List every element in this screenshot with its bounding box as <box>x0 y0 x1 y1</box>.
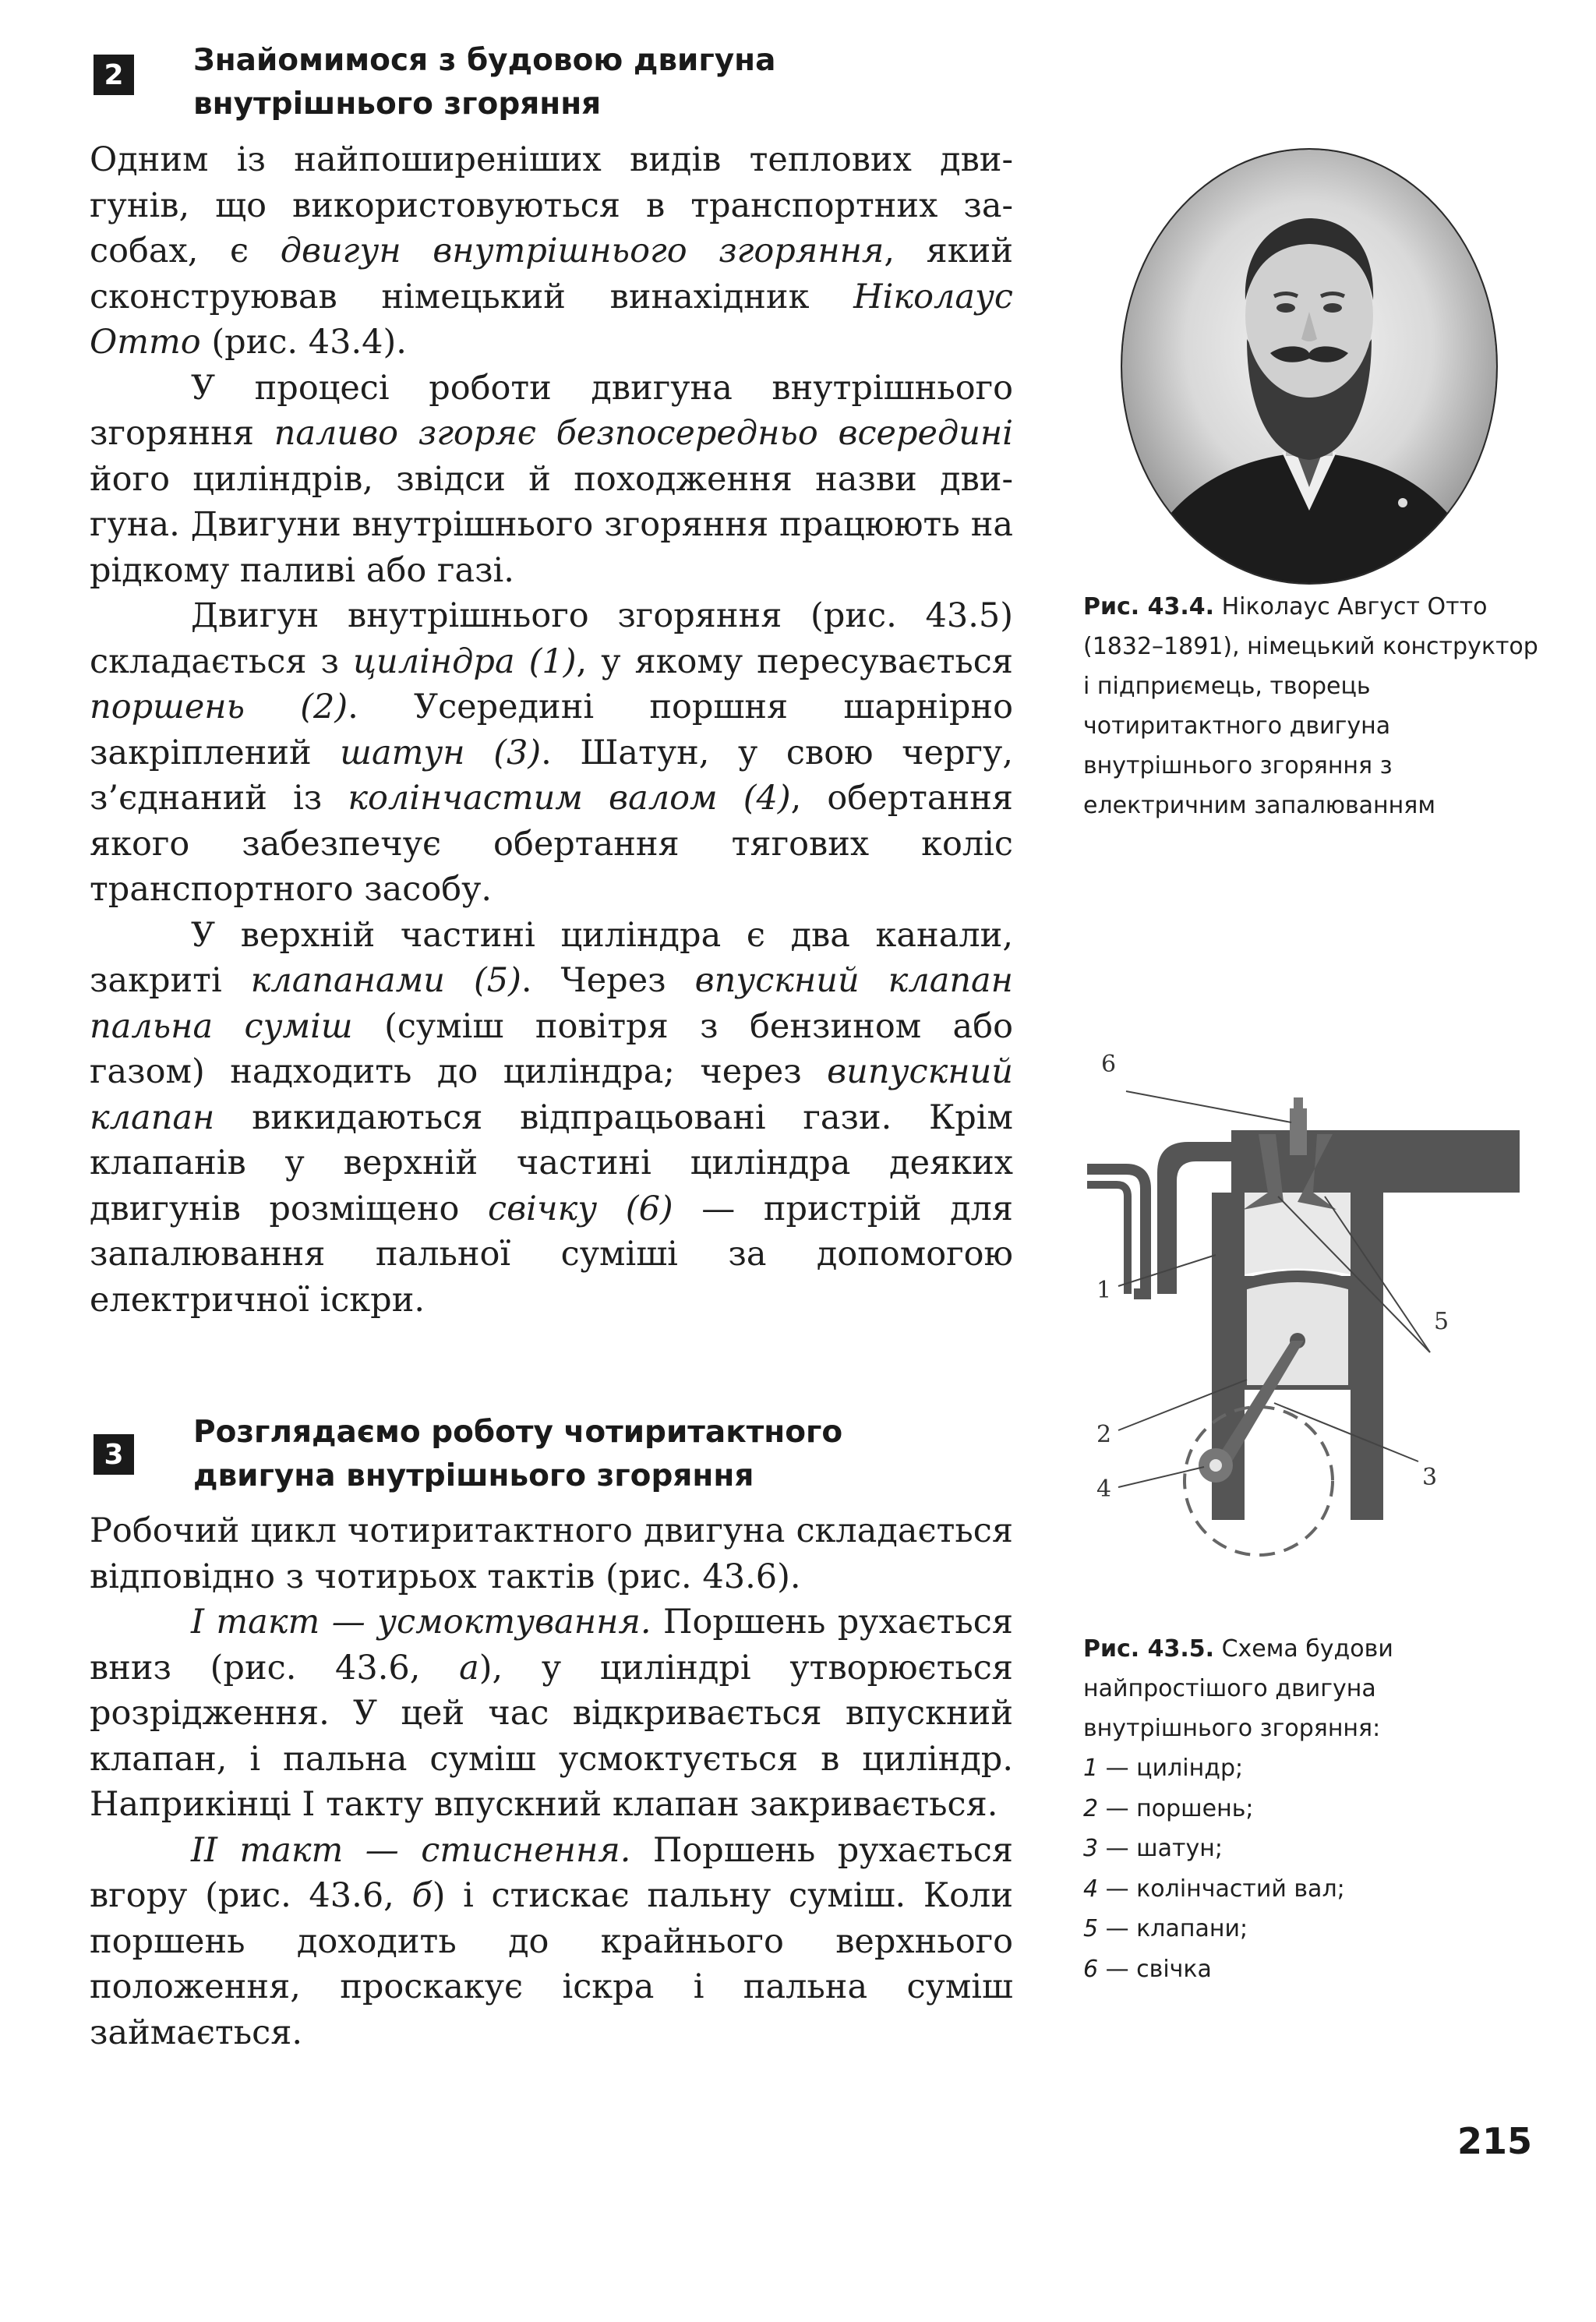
section-title <box>193 1411 842 1498</box>
legend-text: — колінчастий вал; <box>1098 1875 1345 1903</box>
callout-5: 5 <box>1434 1308 1449 1335</box>
text: його циліндрів, звідси й походження назви двигуна. Двигуни внутрішнього згоряння працюють на рідкому паливі або газі. <box>90 459 1013 590</box>
text: — пристрій для запалювання пальної суміші за допомогою електричної іскри. <box>90 1189 1013 1320</box>
term: впускний клапан пальна суміш <box>90 961 1014 1046</box>
section-title-line: Розглядаємо роботу чотиритактного <box>193 1415 843 1450</box>
section-number-badge: 3 <box>94 1434 134 1475</box>
section-title-line: двигуна внутрішнього згоряння <box>193 1458 754 1493</box>
paragraph <box>90 1599 1013 1828</box>
section-title-line: Знайомимося з будовою двигуна <box>193 43 776 78</box>
term: Ніколаус Отто <box>90 277 1013 362</box>
paragraph <box>90 137 1013 366</box>
text: Робочий цикл чотиритактного двигуна складається відповідно з чотирьох тактів (рис. 43.6). <box>90 1511 1013 1596</box>
text: . Шатун, у свою чергу, з’єднаний із <box>90 733 1013 818</box>
text: (рис. 43.4). <box>200 323 407 362</box>
portrait-image <box>1114 144 1504 588</box>
term: свічку (6) <box>487 1189 673 1228</box>
spark-plug <box>1290 1108 1307 1155</box>
term: поршень (2) <box>90 687 348 726</box>
paragraph <box>90 1508 1013 1599</box>
text: (суміш повітря з бензином або газом) надходить до циліндра; через <box>90 1006 1013 1091</box>
figure-caption-43-4 <box>1083 587 1543 825</box>
figure-caption-43-5 <box>1083 1629 1543 1748</box>
term: II такт — стиснення. <box>191 1830 631 1870</box>
legend-item <box>1083 1909 1543 1949</box>
term: паливо згоряє безпосередньо всередині <box>274 414 1014 453</box>
caption-text: Ніколаус Август Отто (1832–1891), німецький конструктор і підприємець, творець чотиритактного двигуна внутрішнього згоряння з електричним запалюванням <box>1083 593 1538 819</box>
callout-2: 2 <box>1096 1421 1112 1448</box>
callout-1: 1 <box>1096 1277 1112 1304</box>
text: , обертання якого забезпечує обертання тягових коліс транспортного засобу. <box>90 779 1014 909</box>
text: . Через <box>521 961 695 1000</box>
figure-label: Рис. 43.5. <box>1083 1635 1215 1663</box>
legend-item <box>1083 1949 1543 1990</box>
term: б <box>411 1876 433 1915</box>
legend-num: 1 <box>1083 1755 1099 1782</box>
term: двигун внутрішнього згоряння <box>280 231 885 270</box>
crank-circle <box>1185 1407 1333 1555</box>
legend-item <box>1083 1829 1543 1869</box>
text: ) і стискає пальну суміш. Коли поршень доходить до крайнього верхнього положення, проскакує іскра і пальна суміш займається. <box>90 1876 1013 2052</box>
section-title <box>193 39 775 126</box>
term: випускний клапан <box>90 1052 1013 1137</box>
paragraph <box>90 593 1013 913</box>
legend-num: 4 <box>1083 1875 1099 1903</box>
legend-num: 6 <box>1083 1955 1099 1983</box>
figure-label: Рис. 43.4. <box>1083 593 1215 620</box>
section-title-line: внутрішнього згоряння <box>193 87 602 122</box>
engine-diagram <box>1079 1037 1524 1613</box>
text: ), у циліндрі утворюється розрідження. У цей час відкривається впускний клапан, і пальна суміш усмоктується в циліндр. Наприкінці І такту впускний клапан закривається. <box>90 1648 1013 1824</box>
text: . Усередині поршня шарнірно закріплений <box>90 687 1013 772</box>
text: У процесі роботи двигуна внутрішнього згоряння <box>90 368 1013 453</box>
figure-legend <box>1083 1748 1543 1989</box>
legend-num: 5 <box>1083 1915 1099 1942</box>
callout-4: 4 <box>1096 1476 1112 1503</box>
callout-6: 6 <box>1101 1051 1117 1078</box>
legend-item <box>1083 1869 1543 1910</box>
text: , у якому пересувається <box>576 641 1013 681</box>
text: Поршень рухається вниз (рис. 43.6, <box>90 1603 1013 1688</box>
legend-text: — клапани; <box>1098 1915 1248 1942</box>
term: шатун (3) <box>340 733 542 772</box>
text: Поршень рухається вгору (рис. 43.6, <box>90 1830 1014 1915</box>
main-text-upper <box>90 137 1013 1323</box>
legend-num: 3 <box>1083 1835 1099 1862</box>
term: циліндра (1) <box>353 641 577 681</box>
legend-text: — поршень; <box>1098 1794 1254 1822</box>
caption-text: Схема будови найпростішого двигуна внутрішнього згоряння: <box>1083 1635 1393 1742</box>
text: викидаються відпрацьовані гази. Крім клапанів у верхній частині циліндра деяких двигунів розміщено <box>90 1097 1013 1228</box>
legend-item <box>1083 1748 1543 1789</box>
page-number: 215 <box>1457 2120 1533 2162</box>
legend-num: 2 <box>1083 1794 1099 1822</box>
text: Одним із найпоширеніших видів теплових двигунів, що використовуються в транспортних засобах, є <box>90 140 1013 270</box>
paragraph <box>90 1828 1013 2056</box>
legend-item <box>1083 1789 1543 1829</box>
term: а <box>459 1648 479 1688</box>
text: Двигун внутрішнього згоряння (рис. 43.5) складається з <box>90 596 1013 681</box>
term: І такт — усмоктування. <box>191 1603 651 1642</box>
text: У верхній частині циліндра є два канали, закриті <box>90 915 1013 1000</box>
main-text-lower <box>90 1508 1013 2055</box>
paragraph <box>90 913 1013 1324</box>
legend-text: — свічка <box>1098 1955 1212 1983</box>
legend-text: — циліндр; <box>1098 1755 1244 1782</box>
paragraph <box>90 366 1013 594</box>
legend-text: — шатун; <box>1098 1835 1223 1862</box>
term: колінчастим валом (4) <box>348 779 791 818</box>
term: клапанами (5) <box>250 961 521 1000</box>
callout-3: 3 <box>1422 1464 1438 1491</box>
section-number-badge: 2 <box>94 55 134 95</box>
text: , який сконструював німецький винахідник <box>90 231 1013 316</box>
